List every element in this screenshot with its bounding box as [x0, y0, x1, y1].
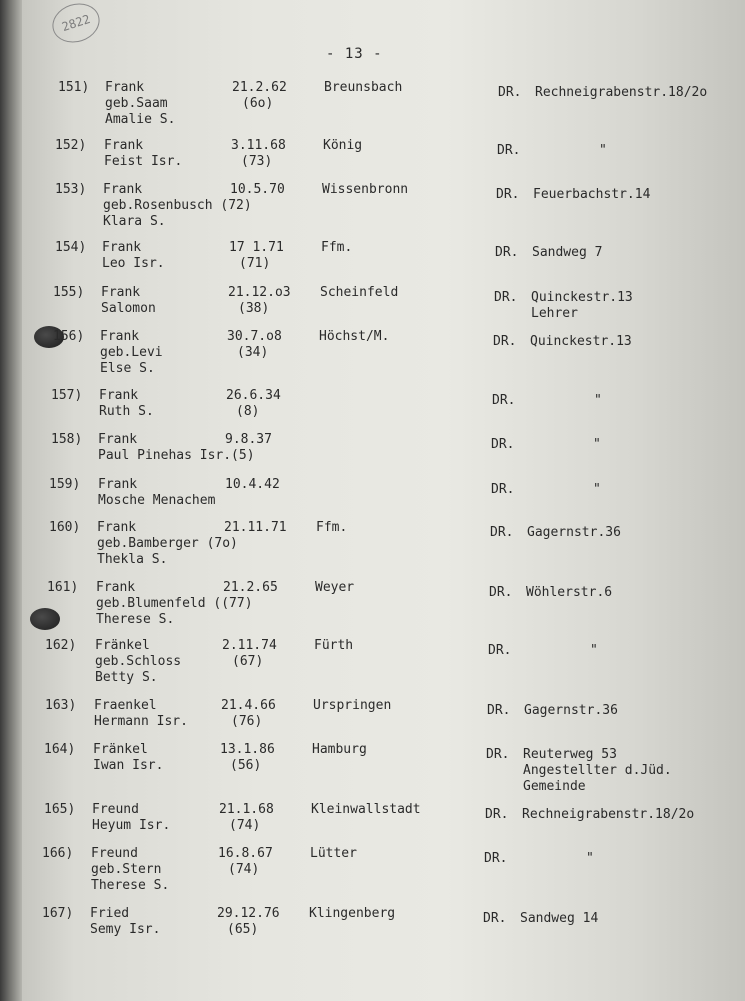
- birth-place: Klingenberg: [309, 906, 396, 921]
- birth-place: Höchst/M.: [319, 329, 390, 344]
- address-line: Gagernstr.36: [527, 525, 621, 540]
- person-name-line: Mosche Menachem: [98, 493, 216, 508]
- birth-place: Fürth: [314, 638, 354, 653]
- person-name-line: Frank: [97, 520, 137, 535]
- address-line: Feuerbachstr.14: [533, 187, 651, 202]
- address-line: Gagernstr.36: [524, 703, 618, 718]
- birth-date: 16.8.67: [218, 846, 273, 861]
- birth-place: Kleinwallstadt: [311, 802, 421, 817]
- birth-date: 10.5.70: [230, 182, 285, 197]
- entry-number: 163): [45, 698, 77, 713]
- entry-number: 153): [55, 182, 87, 197]
- person-name-line: Frank: [103, 182, 143, 197]
- person-name-line: Frank: [105, 80, 145, 95]
- birth-date: 3.11.68: [231, 138, 286, 153]
- status-code: DR.: [497, 143, 521, 158]
- address-line: Rechneigrabenstr.18/2o: [535, 85, 708, 100]
- entry-number: 164): [44, 742, 76, 757]
- age: (38): [238, 301, 270, 316]
- birth-date: 21.2.65: [223, 580, 278, 595]
- address-line: ": [593, 482, 601, 497]
- person-name-line: Frank: [98, 477, 138, 492]
- status-code: DR.: [483, 911, 507, 926]
- person-name-line: Therese S.: [91, 878, 170, 893]
- address-line: Angestellter d.Jüd.: [523, 763, 672, 778]
- person-name-line: Fränkel: [93, 742, 148, 757]
- age: (8): [236, 404, 260, 419]
- birth-date: 9.8.37: [225, 432, 272, 447]
- person-name-line: Frank: [96, 580, 136, 595]
- birth-date: 13.1.86: [220, 742, 275, 757]
- entry-number: 165): [44, 802, 76, 817]
- person-name-line: Iwan Isr.: [93, 758, 164, 773]
- status-code: DR.: [490, 525, 514, 540]
- birth-place: Lütter: [310, 846, 357, 861]
- status-code: DR.: [486, 747, 510, 762]
- person-name-line: Frank: [98, 432, 138, 447]
- entry-number: 158): [51, 432, 83, 447]
- address-line: ": [594, 393, 602, 408]
- status-code: DR.: [488, 643, 512, 658]
- person-name-line: Heyum Isr.: [92, 818, 171, 833]
- status-code: DR.: [494, 290, 518, 305]
- ink-blot: [30, 608, 60, 630]
- birth-place: Hamburg: [312, 742, 367, 757]
- page-number: - 13 -: [326, 46, 383, 62]
- status-code: DR.: [492, 393, 516, 408]
- person-name-line: geb.Rosenbusch (72): [103, 198, 252, 213]
- person-name-line: Thekla S.: [97, 552, 168, 567]
- birth-date: 21.11.71: [224, 520, 287, 535]
- entry-number: 159): [49, 477, 81, 492]
- person-name-line: Paul Pinehas Isr.(5): [98, 448, 255, 463]
- address-line: ": [599, 143, 607, 158]
- status-code: DR.: [493, 334, 517, 349]
- address-line: Lehrer: [531, 306, 578, 321]
- age: (67): [232, 654, 264, 669]
- birth-place: Wissenbronn: [322, 182, 409, 197]
- entry-number: 167): [42, 906, 74, 921]
- birth-date: 10.4.42: [225, 477, 280, 492]
- person-name-line: Ruth S.: [99, 404, 154, 419]
- age: (6o): [242, 96, 274, 111]
- status-code: DR.: [496, 187, 520, 202]
- person-name-line: Amalie S.: [105, 112, 176, 127]
- person-name-line: Fried: [90, 906, 130, 921]
- birth-place: Weyer: [315, 580, 355, 595]
- person-name-line: geb.Bamberger (7o): [97, 536, 238, 551]
- birth-date: 21.1.68: [219, 802, 274, 817]
- person-name-line: Semy Isr.: [90, 922, 161, 937]
- birth-place: Breunsbach: [324, 80, 403, 95]
- address-line: Quinckestr.13: [531, 290, 633, 305]
- status-code: DR.: [495, 245, 519, 260]
- address-line: Rechneigrabenstr.18/2o: [522, 807, 695, 822]
- entry-number: 162): [45, 638, 77, 653]
- entry-number: 154): [55, 240, 87, 255]
- status-code: DR.: [491, 482, 515, 497]
- entry-number: 156): [53, 329, 85, 344]
- age: (34): [237, 345, 269, 360]
- entry-number: 155): [53, 285, 85, 300]
- birth-place: König: [323, 138, 363, 153]
- birth-date: 17 1.71: [229, 240, 284, 255]
- status-code: DR.: [498, 85, 522, 100]
- address-line: Quinckestr.13: [530, 334, 632, 349]
- person-name-line: Leo Isr.: [102, 256, 165, 271]
- archive-stamp: 2822: [47, 0, 104, 48]
- person-name-line: Frank: [99, 388, 139, 403]
- person-name-line: geb.Levi: [100, 345, 163, 360]
- address-line: Gemeinde: [523, 779, 586, 794]
- person-name-line: Betty S.: [95, 670, 158, 685]
- age: (74): [229, 818, 261, 833]
- person-name-line: geb.Stern: [91, 862, 162, 877]
- address-line: ": [590, 643, 598, 658]
- person-name-line: Hermann Isr.: [94, 714, 188, 729]
- birth-place: Scheinfeld: [320, 285, 399, 300]
- address-line: Sandweg 7: [532, 245, 603, 260]
- birth-date: 21.12.o3: [228, 285, 291, 300]
- status-code: DR.: [484, 851, 508, 866]
- status-code: DR.: [491, 437, 515, 452]
- age: (65): [227, 922, 259, 937]
- person-name-line: Fraenkel: [94, 698, 157, 713]
- entry-number: 151): [58, 80, 90, 95]
- person-name-line: Else S.: [100, 361, 155, 376]
- person-name-line: Feist Isr.: [104, 154, 183, 169]
- entry-number: 166): [42, 846, 74, 861]
- entry-number: 157): [51, 388, 83, 403]
- birth-place: Urspringen: [313, 698, 392, 713]
- age: (71): [239, 256, 271, 271]
- person-name-line: Frank: [101, 285, 141, 300]
- birth-place: Ffm.: [321, 240, 353, 255]
- address-line: Wöhlerstr.6: [526, 585, 613, 600]
- person-name-line: geb.Blumenfeld ((77): [96, 596, 253, 611]
- status-code: DR.: [485, 807, 509, 822]
- person-name-line: Therese S.: [96, 612, 175, 627]
- age: (74): [228, 862, 260, 877]
- person-name-line: geb.Schloss: [95, 654, 182, 669]
- address-line: ": [586, 851, 594, 866]
- age: (76): [231, 714, 263, 729]
- person-name-line: Frank: [104, 138, 144, 153]
- birth-date: 2.11.74: [222, 638, 277, 653]
- birth-date: 21.2.62: [232, 80, 287, 95]
- birth-place: Ffm.: [316, 520, 348, 535]
- person-name-line: Freund: [92, 802, 139, 817]
- person-name-line: Salomon: [101, 301, 156, 316]
- entry-number: 160): [49, 520, 81, 535]
- birth-date: 30.7.o8: [227, 329, 282, 344]
- birth-date: 26.6.34: [226, 388, 281, 403]
- person-name-line: Frank: [102, 240, 142, 255]
- entry-number: 161): [47, 580, 79, 595]
- age: (73): [241, 154, 273, 169]
- person-name-line: Klara S.: [103, 214, 166, 229]
- person-name-line: Fränkel: [95, 638, 150, 653]
- address-line: ": [593, 437, 601, 452]
- scan-edge-shadow: [0, 0, 22, 1001]
- birth-date: 29.12.76: [217, 906, 280, 921]
- person-name-line: Frank: [100, 329, 140, 344]
- person-name-line: Freund: [91, 846, 138, 861]
- address-line: Reuterweg 53: [523, 747, 617, 762]
- birth-date: 21.4.66: [221, 698, 276, 713]
- person-name-line: geb.Saam: [105, 96, 168, 111]
- age: (56): [230, 758, 262, 773]
- address-line: Sandweg 14: [520, 911, 599, 926]
- entry-number: 152): [55, 138, 87, 153]
- status-code: DR.: [487, 703, 511, 718]
- status-code: DR.: [489, 585, 513, 600]
